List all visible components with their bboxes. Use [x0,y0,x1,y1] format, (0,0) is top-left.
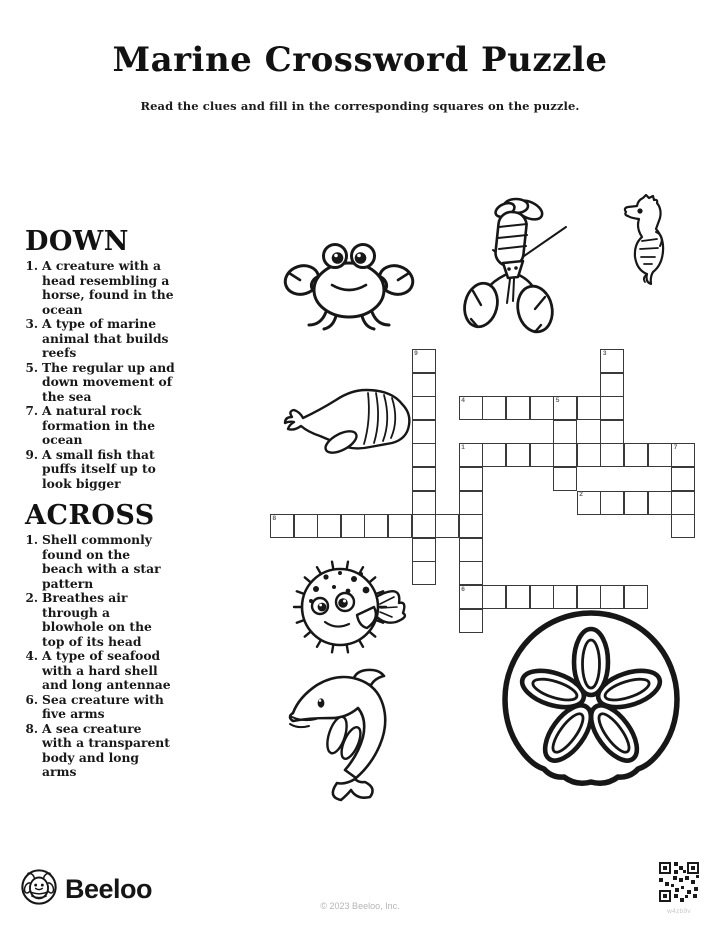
clue-text: A sea creature with a transparent body and long arms [42,720,170,779]
down-clues-section [23,228,208,491]
crossword-cell[interactable] [624,443,648,467]
crab-illustration [278,222,420,334]
crossword-cell[interactable] [671,491,695,515]
crossword-cell[interactable] [317,514,341,538]
clue-number: 6. [25,692,38,707]
crossword-cell[interactable] [412,349,436,373]
clue-number: 5. [25,360,38,375]
crossword-cell[interactable] [577,491,601,515]
down-clue-list [23,259,208,491]
crossword-cell[interactable] [412,561,436,585]
crossword-cell[interactable] [294,514,318,538]
qr-code-block [657,861,701,915]
crossword-cell[interactable] [600,420,624,444]
clue-item [23,317,208,361]
crossword-cell[interactable] [506,396,530,420]
clue-item [23,361,208,405]
across-header: ACROSS [25,500,155,531]
cell-number-label: 9 [414,349,418,357]
clue-item [23,448,208,492]
crossword-cell[interactable] [600,491,624,515]
crossword-cell[interactable] [412,491,436,515]
page-title: Marine Crossword Puzzle [112,40,608,80]
clue-text: A type of seafood with a hard shell and long antennae [42,648,171,692]
lobster-illustration [453,195,573,339]
crossword-cell[interactable] [412,514,436,538]
crossword-cell[interactable] [459,396,483,420]
clue-number: 1. [25,259,38,273]
crossword-cell[interactable] [600,349,624,373]
clue-number: 9. [25,447,38,462]
crossword-cell[interactable] [459,561,483,585]
crossword-cell[interactable] [482,396,506,420]
cell-number-label: 1 [461,443,465,451]
crossword-cell[interactable] [341,514,365,538]
clue-item [23,533,208,591]
crossword-cell[interactable] [530,443,554,467]
cell-number-label: 6 [461,585,465,593]
crossword-cell[interactable] [600,396,624,420]
clue-number: 1. [25,533,38,547]
cell-number-label: 8 [272,514,277,522]
crossword-cell[interactable] [671,467,695,491]
across-clues-section [23,502,208,780]
clue-number: 4. [25,649,38,663]
crossword-cell[interactable] [506,443,530,467]
crossword-cell[interactable] [459,491,483,515]
crossword-cell[interactable] [577,443,601,467]
qr-code-icon [658,888,700,907]
cell-number-label: 2 [579,491,583,499]
crossword-cell[interactable] [553,396,577,420]
brand-name: Beeloo [65,873,153,904]
cell-number-label: 5 [555,396,560,404]
clue-text: A creature with a head resembling a horse, found in the ocean [42,258,174,317]
clue-number: 7. [25,404,38,418]
whale-illustration [280,380,416,466]
down-header: DOWN [25,226,129,257]
crossword-cell[interactable] [648,443,672,467]
clue-item [23,259,208,317]
crossword-cell[interactable] [459,514,483,538]
crossword-cell[interactable] [600,373,624,397]
page-subtitle: Read the clues and fill in the corresponding squares on the puzzle. [140,99,580,113]
cell-number-label: 7 [673,443,678,451]
crossword-cell[interactable] [459,443,483,467]
crossword-cell[interactable] [364,514,388,538]
crossword-cell[interactable] [270,514,294,538]
sand-dollar-illustration [492,605,690,797]
crossword-cell[interactable] [671,443,695,467]
crossword-cell[interactable] [388,514,412,538]
crossword-cell[interactable] [459,609,483,633]
clue-item [23,693,208,722]
crossword-cell[interactable] [412,538,436,562]
cell-number-label: 4 [461,396,465,404]
clue-item [23,404,208,448]
crossword-cell[interactable] [577,396,601,420]
clue-text: A small fish that puffs itself up to look bigger [42,446,156,491]
across-clue-list [23,533,208,780]
crossword-cell[interactable] [671,514,695,538]
clue-text: A natural rock formation in the ocean [42,403,156,447]
qr-caption: w4zb9v [667,908,691,915]
clue-text: The regular up and down movement of the sea [42,359,175,404]
crossword-cell[interactable] [530,396,554,420]
seahorse-illustration [620,194,674,288]
clue-number: 3. [25,317,38,331]
crossword-cell[interactable] [624,491,648,515]
clue-text: Breathes air through a blowhole on the top of its head [42,590,152,649]
pufferfish-illustration [282,549,414,659]
dolphin-illustration [285,667,403,803]
crossword-cell[interactable] [553,467,577,491]
clue-text: Shell commonly found on the beach with a star pattern [42,532,161,591]
crossword-cell[interactable] [553,420,577,444]
cell-number-label: 3 [602,349,607,357]
crossword-cell[interactable] [435,514,459,538]
crossword-cell[interactable] [412,467,436,491]
crossword-cell[interactable] [459,538,483,562]
clue-number: 8. [25,721,38,736]
crossword-cell[interactable] [459,585,483,609]
clue-item [23,722,208,780]
clue-text: Sea creature with five arms [42,691,164,721]
crossword-cell[interactable] [648,491,672,515]
clue-number: 2. [25,591,38,605]
crossword-cell[interactable] [553,443,577,467]
crossword-cell[interactable] [482,443,506,467]
clue-text: A type of marine animal that builds reefs [42,316,169,360]
clue-item [23,591,208,649]
clue-item [23,649,208,693]
crossword-cell[interactable] [459,467,483,491]
copyright-text: © 2023 Beeloo, Inc. [320,901,400,911]
crossword-cell[interactable] [600,443,624,467]
